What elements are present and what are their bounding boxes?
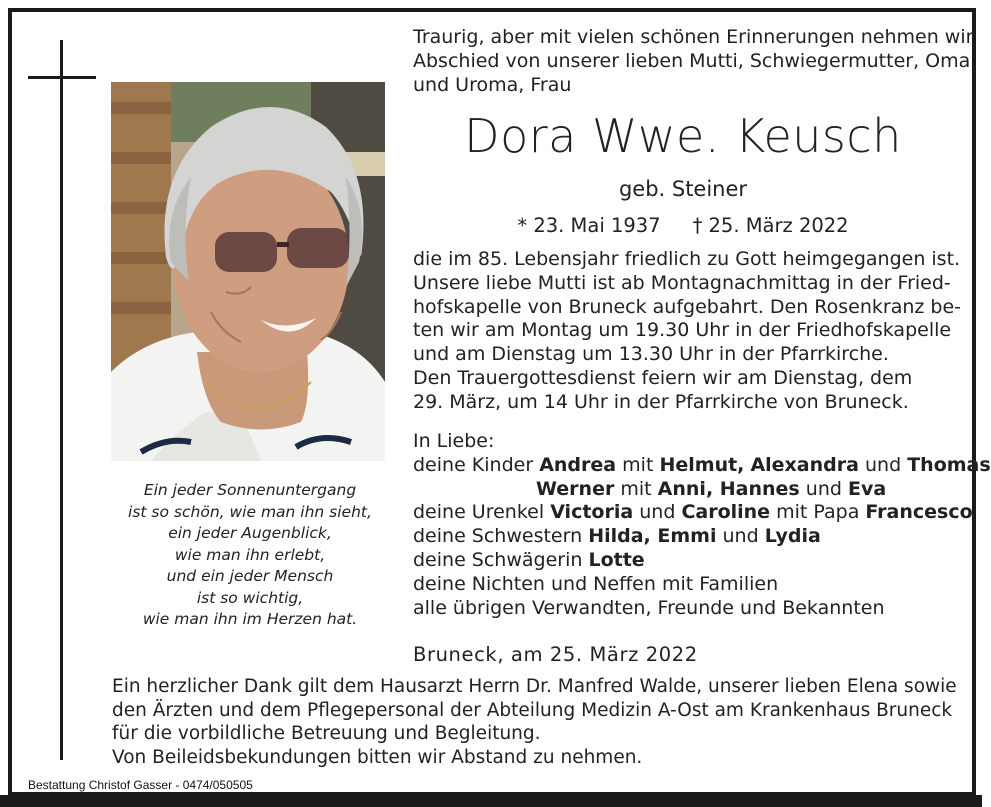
children-line	[413, 453, 991, 478]
sister-in-law-prefix: deine Schwägerin	[413, 548, 583, 571]
bottom-band	[0, 795, 982, 807]
poem-line: ist so wichtig,	[196, 588, 304, 607]
funeral-details	[413, 248, 961, 415]
children-prefix: deine Kinder	[413, 453, 534, 476]
body-line: 29. März, um 14 Uhr in der Pfarrkirche von Bruneck.	[413, 390, 909, 413]
life-dates	[413, 212, 953, 240]
great-grandchildren-prefix: deine Urenkel	[413, 501, 545, 524]
funeral-home-credit: Bestattung Christof Gasser - 0474/050505	[28, 778, 253, 792]
connector: und	[805, 477, 842, 500]
poem-line: wie man ihn erlebt,	[174, 545, 326, 564]
great-grandchild-name: Caroline	[681, 501, 771, 524]
body-line: Den Trauergottesdienst feiern wir am Dienstag, dem	[413, 366, 913, 389]
sister-name: Lydia	[764, 525, 821, 548]
thanks-line: für die vorbildliche Betreuung und Begleitung.	[112, 723, 541, 744]
body-line: ten wir am Montag um 19.30 Uhr in der Friedhofskapelle	[413, 319, 952, 342]
poem-line: ein jeder Augenblick,	[168, 524, 332, 542]
grandchild-name: Eva	[848, 477, 887, 500]
sisters-prefix: deine Schwestern	[413, 525, 583, 548]
thanks-line: Ein herzlicher Dank gilt dem Hausarzt Herrn Dr. Manfred Walde, unserer lieben Elena sowie	[112, 676, 957, 697]
thanks-line: den Ärzten und dem Pflegepersonal der Abteilung Medizin A-Ost am Krankenhaus Bruneck	[112, 699, 953, 721]
connector: mit	[620, 477, 652, 500]
in-love-heading: In Liebe:	[413, 430, 495, 452]
intro-line: Traurig, aber mit vielen schönen Erinnerungen nehmen wir	[413, 26, 974, 48]
sister-in-law-name: Lotte	[588, 548, 645, 571]
relatives-line: alle übrigen Verwandten, Freunde und Bekannten	[413, 596, 885, 619]
sister-names: Hilda, Emmi	[588, 525, 717, 548]
cross-icon-horizontal	[28, 76, 96, 79]
mourners-list	[413, 430, 991, 620]
poem-line: Ein jeder Sonnenuntergang	[143, 481, 357, 499]
death-date: † 25. März 2022	[692, 214, 849, 237]
intro-line: Abschied von unserer lieben Mutti, Schwiegermutter, Oma	[413, 49, 971, 72]
child-name: Alexandra	[750, 453, 859, 476]
spouse-name: Helmut,	[659, 453, 745, 476]
place-date: Bruneck, am 25. März 2022	[413, 643, 698, 666]
thanks-line: Von Beileidsbekundungen bitten wir Abstand zu nehmen.	[112, 746, 643, 768]
portrait-photo	[111, 82, 385, 461]
body-line: hofskapelle von Bruneck aufgebahrt. Den Rosenkranz be-	[413, 295, 961, 318]
sister-in-law-line	[413, 549, 958, 573]
birth-name: geb. Steiner	[618, 177, 748, 201]
child-name: Thomas	[907, 453, 991, 476]
grandchild-names: Anni, Hannes	[657, 477, 800, 500]
connector: und	[639, 501, 676, 524]
intro-text	[413, 26, 974, 97]
body-line: die im 85. Lebensjahr friedlich zu Gott heimgegangen ist.	[413, 248, 961, 270]
great-grandchild-name: Victoria	[550, 501, 634, 524]
nieces-line: deine Nichten und Neffen mit Familien	[413, 572, 779, 595]
grandchild-name: Werner	[536, 477, 615, 500]
connector: mit Papa	[776, 501, 860, 524]
grandchildren-line	[413, 478, 958, 502]
connector: mit	[622, 453, 654, 476]
connector: und	[865, 453, 902, 476]
thanks-text	[112, 675, 962, 769]
father-name: Francesco	[865, 501, 973, 524]
child-name: Andrea	[539, 453, 617, 476]
memorial-poem	[100, 480, 400, 631]
great-grandchildren-line	[413, 501, 973, 525]
poem-line: und ein jeder Mensch	[166, 567, 334, 585]
body-line: und am Dienstag um 13.30 Uhr in der Pfarrkirche.	[413, 343, 889, 366]
connector: und	[722, 525, 759, 548]
intro-line: und Uroma, Frau	[413, 73, 572, 96]
poem-line: wie man ihn im Herzen hat.	[142, 610, 358, 628]
cross-icon-vertical	[60, 40, 63, 760]
sisters-line	[413, 525, 958, 549]
deceased-name: Dora Wwe. Keusch	[464, 109, 902, 163]
poem-line: ist so schön, wie man ihn sieht,	[128, 502, 372, 521]
body-line: Unsere liebe Mutti ist ab Montagnachmittag in der Fried-	[413, 271, 951, 294]
birth-date: * 23. Mai 1937	[517, 214, 661, 237]
